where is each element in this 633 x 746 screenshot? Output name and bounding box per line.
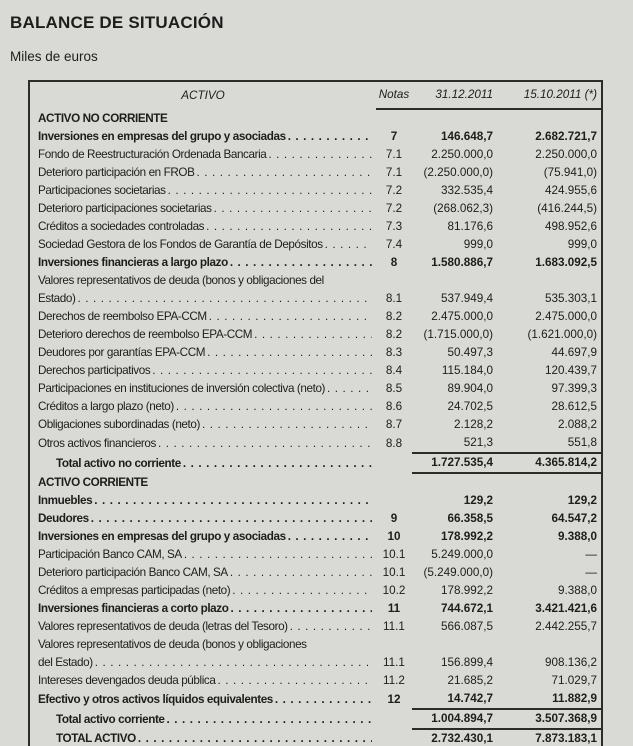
row-label-line [38,290,372,308]
row-label-text: Créditos a sociedades controladas [38,220,205,233]
row-label [29,636,376,672]
column-header-activo: ACTIVO [181,89,225,102]
row-label [29,434,376,453]
row-label [29,344,376,362]
row-label [29,254,376,272]
row-value-31-12-2011: 178.992,2 [441,584,493,597]
row-label-text: Otros activos financieros [38,437,156,450]
row-label-line [38,236,372,254]
row-nota [376,709,412,729]
row-nota: 10.1 [382,548,406,561]
dot-leader [327,380,372,398]
row-label-line [38,564,372,582]
table-row [29,600,602,618]
row-value-31-12-2011: 999,0 [463,238,493,251]
row-label [29,236,376,254]
page-subtitle: Miles de euros [10,49,98,64]
row-label-line [38,128,372,146]
row-label-line [38,672,372,690]
dot-leader [184,546,372,564]
row-nota: 11 [387,602,401,615]
column-header-notas: Notas [376,81,412,109]
row-label-text: Fondo de Reestructuración Ordenada Bancaria [38,148,267,161]
table-row [29,200,602,218]
dot-leader [254,326,372,344]
row-label [29,146,376,164]
row-value-15-10-2011: 44.697,9 [551,346,597,359]
table-row [29,272,602,308]
row-value-15-10-2011: (1.621.000,0) [527,328,597,341]
row-nota: 7.3 [385,220,403,233]
row-value-15-10-2011: 71.029,7 [551,674,597,687]
row-value-15-10-2011: — [585,548,597,561]
row-label-line [38,146,372,164]
row-value-31-12-2011: (268.062,3) [433,202,493,215]
row-value-15-10-2011: 535.303,1 [545,292,597,305]
row-value-31-12-2011: 521,3 [412,434,497,453]
row-value-31-12-2011: 5.249.000,0 [431,548,493,561]
dot-leader [138,730,372,746]
table-row [29,434,602,453]
row-nota: 7 [390,130,398,143]
row-nota: 7.1 [385,148,403,161]
row-nota: 7.2 [385,184,403,197]
row-value-31-12-2011: 115.184,0 [441,364,493,377]
row-value-31-12-2011: 1.727.535,4 [412,453,497,473]
row-label [29,729,376,746]
row-label [29,546,376,564]
row-nota: 9 [390,512,398,525]
row-value-31-12-2011: 2.250.000,0 [431,148,493,161]
row-value-31-12-2011: 1.004.894,7 [412,709,497,729]
row-label-line1: Valores representativos de deuda (bonos y obligaciones del [38,274,324,287]
dot-leader [230,564,372,582]
row-value-31-12-2011: 332.535,4 [441,184,493,197]
dot-leader [152,362,372,380]
section-label: ACTIVO NO CORRIENTE [38,112,168,125]
row-label-line [38,528,372,546]
table-row [29,398,602,416]
row-label-line [38,711,372,729]
row-nota [376,453,412,473]
row-value-31-12-2011: 537.949,4 [441,292,493,305]
row-value-15-10-2011: 999,0 [567,238,597,251]
dot-leader [168,182,372,200]
row-label-text: Derechos de reembolso EPA-CCM [38,310,207,323]
row-nota: 10 [387,530,401,543]
dot-leader [91,510,372,528]
table-row [29,164,602,182]
row-value-31-12-2011: 14.742,7 [412,690,497,709]
dot-leader [290,618,372,636]
row-nota [376,729,412,746]
row-label-text: Total activo no corriente [56,457,181,470]
row-label-text: Participación Banco CAM, SA [38,548,182,561]
dot-leader [230,254,372,272]
page-title: BALANCE DE SITUACIÓN [10,13,224,32]
dot-leader [197,164,373,182]
row-label-text: Deudores por garantías EPA-CCM [38,346,206,359]
row-label-line [38,546,372,564]
row-label-text: Participaciones societarias [38,184,166,197]
row-label-text: Deudores [38,512,89,525]
dot-leader [325,236,372,254]
row-value-15-10-2011: 9.388,0 [558,530,597,543]
row-nota: 8.3 [385,346,403,359]
table-row [29,182,602,200]
row-label-line [38,254,372,272]
table-row [29,546,602,564]
row-label [29,200,376,218]
dot-leader [275,691,372,709]
row-label [29,182,376,200]
row-label-text: Inversiones financieras a corto plazo [38,602,229,615]
row-label-text: Deterioro participación en FROB [38,166,195,179]
row-label [29,618,376,636]
row-value-31-12-2011: 1.580.886,7 [431,256,493,269]
row-label [29,564,376,582]
table-row [29,636,602,672]
row-value-15-10-2011: 2.475.000,0 [535,310,597,323]
row-label-text: Participaciones en instituciones de inversión colectiva (neto) [38,382,326,395]
dot-leader [232,582,372,600]
table-row [29,618,602,636]
row-value-15-10-2011: 64.547,2 [551,512,597,525]
dot-leader [268,146,372,164]
row-label-text: del Estado) [38,656,93,669]
row-label [29,492,376,510]
row-label-text: Deterioro derechos de reembolso EPA-CCM [38,328,253,341]
dot-leader [95,654,372,672]
row-label-line [38,691,372,709]
row-label-text: Inmuebles [38,494,93,507]
row-label-line [38,730,372,746]
table-row [29,709,602,729]
table-row [29,146,602,164]
row-label [29,218,376,236]
row-value-31-12-2011: 2.475.000,0 [431,310,493,323]
row-label-text: Inversiones financieras a largo plazo [38,256,228,269]
row-nota: 7.1 [385,166,403,179]
table-row [29,582,602,600]
row-value-15-10-2011: 7.873.183,1 [535,732,597,745]
row-label-line [38,492,372,510]
dot-leader [176,398,372,416]
dot-leader [94,492,372,510]
row-nota: 8.2 [385,310,403,323]
row-label [29,380,376,398]
table-row [29,492,602,510]
table-row [29,344,602,362]
row-value-31-12-2011: 81.176,6 [447,220,493,233]
dot-leader [202,416,372,434]
row-value-15-10-2011: — [585,566,597,579]
dot-leader [230,600,372,618]
row-nota [376,492,412,510]
table-row [29,690,602,709]
row-nota: 11.2 [383,674,405,687]
row-label-line [38,362,372,380]
table-row [29,510,602,528]
section-row [29,473,602,492]
row-nota: 8.4 [385,364,403,377]
row-value-31-12-2011: 566.087,5 [441,620,493,633]
table-row [29,453,602,473]
table-row [29,236,602,254]
row-value-15-10-2011: 97.399,3 [551,382,597,395]
row-label-text: Créditos a largo plazo (neto) [38,400,174,413]
row-value-31-12-2011: 50.497,3 [447,346,493,359]
dot-leader [214,200,372,218]
table-row [29,380,602,398]
row-label [29,528,376,546]
row-value-31-12-2011: 146.648,7 [441,130,493,143]
row-value-31-12-2011: 24.702,5 [447,400,493,413]
row-label [29,398,376,416]
row-label-line [38,618,372,636]
row-value-15-10-2011: (416.244,5) [537,202,597,215]
row-nota: 7.2 [385,202,403,215]
dot-leader [167,711,372,729]
row-value-15-10-2011: (75.941,0) [543,166,597,179]
row-nota: 12 [387,693,401,706]
row-value-31-12-2011: 89.904,0 [447,382,493,395]
row-value-31-12-2011: 66.358,5 [447,512,493,525]
row-nota: 10.1 [382,566,406,579]
table-header-row [29,81,602,109]
row-label [29,453,376,473]
row-nota: 8 [390,256,398,269]
row-label-text: TOTAL ACTIVO [56,732,136,745]
row-label [29,709,376,729]
row-label-line [38,510,372,528]
table-row [29,416,602,434]
row-label [29,672,376,690]
row-label [29,164,376,182]
row-label [29,362,376,380]
table-row [29,672,602,690]
row-value-31-12-2011: (2.250.000,0) [423,166,493,179]
dot-leader [288,528,372,546]
row-label-line [38,398,372,416]
row-label [29,600,376,618]
row-label-text: Efectivo y otros activos líquidos equivalentes [38,693,273,706]
section-label: ACTIVO CORRIENTE [38,476,148,489]
row-label-text: Deterioro participaciones societarias [38,202,212,215]
row-nota: 11.1 [383,620,405,633]
row-value-15-10-2011: 28.612,5 [551,400,597,413]
dot-leader [209,308,372,326]
row-value-31-12-2011: 156.899,4 [441,656,493,669]
row-label-line1: Valores representativos de deuda (bonos y obligaciones [38,638,307,651]
row-value-31-12-2011: (1.715.000,0) [423,328,493,341]
dot-leader [183,455,372,473]
row-value-31-12-2011: (5.249.000,0) [423,566,493,579]
row-label-line [38,600,372,618]
row-value-31-12-2011: 744.672,1 [441,602,493,615]
row-label-line [38,582,372,600]
row-nota: 8.8 [385,437,403,450]
row-label [29,326,376,344]
row-value-15-10-2011: 9.388,0 [558,584,597,597]
table-row [29,128,602,146]
row-label-line [38,326,372,344]
row-value-15-10-2011: 498.952,6 [545,220,597,233]
section-row [29,109,602,128]
row-value-15-10-2011: 4.365.814,2 [497,453,602,473]
table-row [29,729,602,746]
row-label-text: Créditos a empresas participadas (neto) [38,584,231,597]
row-label [29,582,376,600]
row-nota: 8.1 [385,292,403,305]
row-label [29,690,376,709]
row-label-line [38,654,372,672]
row-label [29,510,376,528]
row-value-31-12-2011: 21.685,2 [447,674,493,687]
row-value-31-12-2011: 129,2 [463,494,493,507]
row-label-text: Intereses devengados deuda pública [38,674,216,687]
row-label [29,128,376,146]
row-label-text: Sociedad Gestora de los Fondos de Garantía de Depósitos [38,238,323,251]
row-label [29,416,376,434]
row-nota: 8.7 [385,418,403,431]
row-label-text: Obligaciones subordinadas (neto) [38,418,200,431]
row-label-line [38,200,372,218]
row-nota: 8.5 [385,382,403,395]
table-row [29,218,602,236]
row-value-31-12-2011: 2.732.430,1 [431,732,493,745]
column-header-date-31-12-2011: 31.12.2011 [412,81,497,109]
row-value-31-12-2011: 2.128,2 [454,418,493,431]
row-value-15-10-2011: 908.136,2 [545,656,597,669]
row-label-text: Inversiones en empresas del grupo y asociadas [38,530,286,543]
dot-leader [207,344,372,362]
row-value-15-10-2011: 129,2 [567,494,597,507]
row-label-line [38,380,372,398]
row-value-15-10-2011: 11.882,9 [497,690,602,709]
row-label-text: Deterioro participación Banco CAM, SA [38,566,228,579]
row-label-line [38,182,372,200]
row-label-line [38,416,372,434]
row-value-15-10-2011: 2.088,2 [558,418,597,431]
row-value-15-10-2011: 1.683.092,5 [535,256,597,269]
row-label-line [38,218,372,236]
row-nota: 8.2 [385,328,403,341]
dot-leader [77,290,372,308]
row-value-15-10-2011: 2.682.721,7 [535,130,597,143]
row-nota: 8.6 [385,400,403,413]
row-nota: 10.2 [382,584,406,597]
row-label-text: Inversiones en empresas del grupo y asociadas [38,130,286,143]
table-row [29,528,602,546]
dot-leader [288,128,372,146]
table-row [29,564,602,582]
column-header-date-15-10-2011: 15.10.2011 (*) [497,81,602,109]
row-nota: 7.4 [385,238,403,251]
row-label-text: Estado) [38,292,76,305]
table-row [29,362,602,380]
table-row [29,326,602,344]
balance-table-body [29,109,602,746]
row-label-line [38,164,372,182]
row-value-15-10-2011: 120.439,7 [545,364,597,377]
dot-leader [206,218,372,236]
row-label-line [38,344,372,362]
table-row [29,308,602,326]
row-label [29,308,376,326]
row-value-15-10-2011: 551,8 [497,434,602,453]
row-value-15-10-2011: 3.421.421,6 [535,602,597,615]
row-value-15-10-2011: 2.250.000,0 [535,148,597,161]
row-nota: 11.1 [383,656,405,669]
row-label-text: Derechos participativos [38,364,151,377]
row-value-15-10-2011: 424.955,6 [545,184,597,197]
balance-table [28,80,603,746]
row-label-line [38,308,372,326]
row-label [29,272,376,308]
dot-leader [217,672,372,690]
table-row [29,254,602,272]
row-label-line [38,455,372,473]
dot-leader [158,435,372,453]
row-value-15-10-2011: 3.507.368,9 [497,709,602,729]
row-label-text: Valores representativos de deuda (letras del Tesoro) [38,620,288,633]
row-value-31-12-2011: 178.992,2 [441,530,493,543]
row-label-line [38,435,372,453]
row-label-text: Total activo corriente [56,713,165,726]
row-value-15-10-2011: 2.442.255,7 [535,620,597,633]
